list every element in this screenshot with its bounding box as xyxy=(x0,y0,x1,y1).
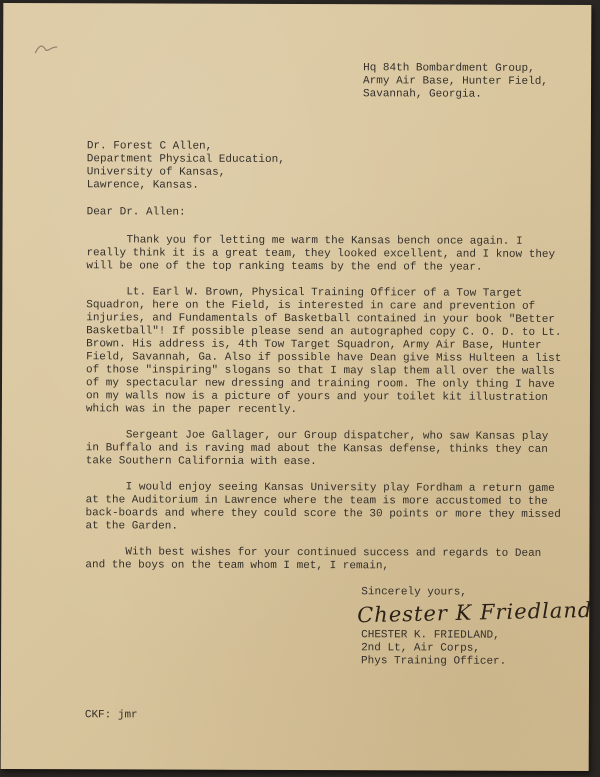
sender-address-line: Savannah, Georgia. xyxy=(363,88,482,101)
recipient-address-block xyxy=(87,140,565,194)
typist-reference-initials: CKF: jmr xyxy=(84,709,138,722)
paragraph: Sergeant Joe Gallager, our Group dispatcher, who saw Kansas play in Buffalo and is raving mad about the Kansas defense, thinks they can take Southern California with ease. xyxy=(85,429,549,469)
sender-address-line: Army Air Base, Hunter Field, xyxy=(363,75,548,88)
signer-title-line: 2nd Lt, Air Corps, xyxy=(361,642,480,655)
closing-block xyxy=(356,586,593,669)
recipient-line: University of Kansas, xyxy=(86,166,226,179)
paragraph: I would enjoy seeing Kansas University play Fordham a return game at the Auditorium in Lawrence where the team is more accustomed to the back-boards and where they could score the 30 points or more they missed at the Garden. xyxy=(85,481,561,533)
signer-identity-block xyxy=(361,629,563,669)
signer-title-line: Phys Training Officer. xyxy=(361,655,507,668)
closing-phrase: Sincerely yours, xyxy=(361,586,467,599)
letter-page xyxy=(1,3,592,771)
paragraph: With best wishes for your continued success and regards to Dean and the boys on the team whom I met, I remain, xyxy=(85,546,542,573)
letter-body xyxy=(85,234,564,574)
paragraph: Lt. Earl W. Brown, Physical Training Officer of a Tow Target Squadron, here on the Field, is interested in care and prevention of injuries, and Fundamentals of Basketball contained in your book "Better Basketball"! If possible please send an autographed copy C. O. D. to Lt. Brown. His address is, 4th Tow Target Squadron, Army Air Base, Hunter Field, Savannah, Ga. Also if possible have Dean give Miss Hulteen a list of those "inspiring" slogans so that I may slap them all over the walls of my spectacular new dressing and training room. The only thing I have on my walls now is a picture of yours and your toilet kit illustration which was in the paper recently. xyxy=(85,286,562,417)
handwritten-signature: Chester K Friedland xyxy=(356,597,593,628)
salutation: Dear Dr. Allen: xyxy=(86,206,186,219)
sender-address-block xyxy=(363,62,565,102)
recipient-line: Dr. Forest C Allen, xyxy=(86,140,213,153)
recipient-line: Lawrence, Kansas. xyxy=(86,179,199,192)
paragraph: Thank you for letting me warm the Kansas bench once again. I really think it is a great team, they looked excellent, and I know they will be one of the top ranking teams by the end of the year. xyxy=(86,234,556,274)
signer-name: CHESTER K. FRIEDLAND, xyxy=(361,629,500,642)
recipient-line: Department Physical Education, xyxy=(86,153,285,166)
sender-address-line: Hq 84th Bombardment Group, xyxy=(363,62,535,75)
pencil-scribble-mark xyxy=(33,41,59,57)
